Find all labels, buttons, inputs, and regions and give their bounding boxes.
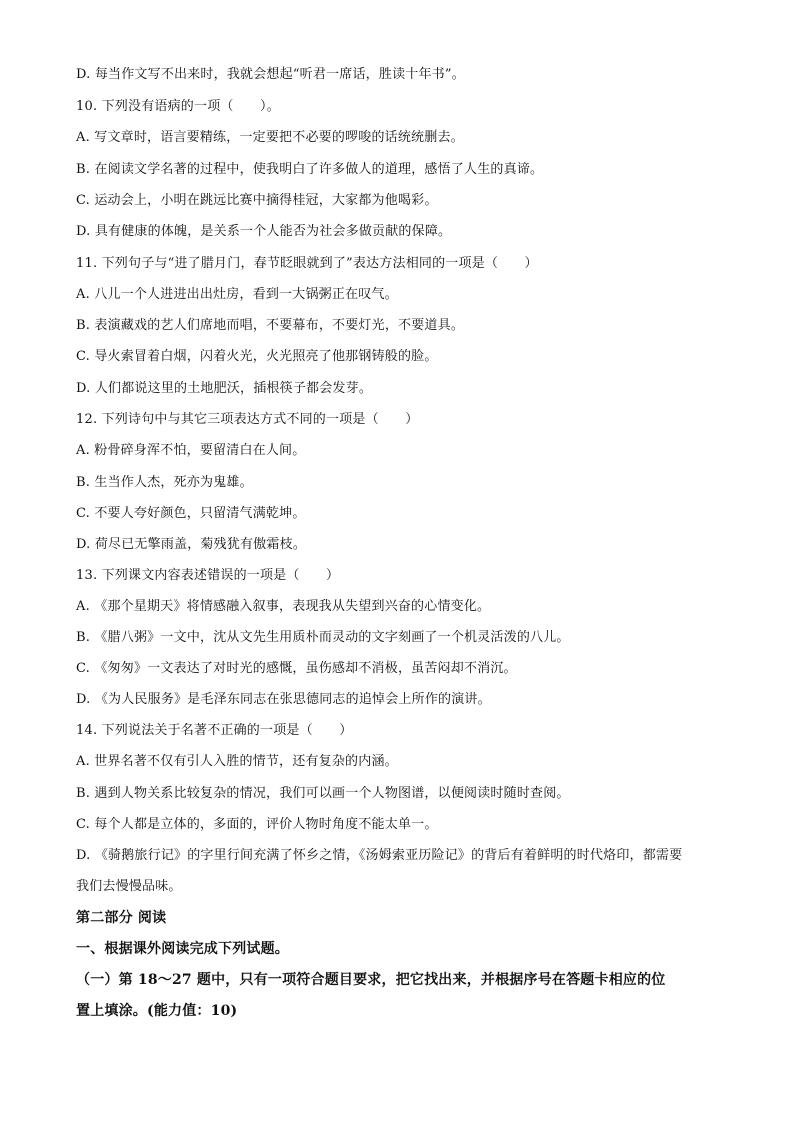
q13-option-d: D. 《为人民服务》是毛泽东同志在张思德同志的追悼会上所作的演讲。 xyxy=(76,692,491,707)
q10-stem: 10. 下列没有语病的一项（ ）。 xyxy=(76,99,280,114)
section-one-instructions-continued: 置上填涂。(能力值：10) xyxy=(76,1003,238,1019)
q10-option-d: D. 具有健康的体魄，是关系一个人能否为社会多做贡献的保障。 xyxy=(76,224,452,239)
part-two-heading: 第二部分 阅读 xyxy=(76,910,167,926)
section-one-instructions: （一）第 18～27 题中，只有一项符合题目要求，把它找出来，并根据序号在答题卡相应的位 xyxy=(76,972,666,988)
q10-option-b: B. 在阅读文学名著的过程中，使我明白了许多做人的道理，感悟了人生的真谛。 xyxy=(76,162,544,177)
q14-option-b: B. 遇到人物关系比较复杂的情况，我们可以画一个人物图谱，以便阅读时随时查阅。 xyxy=(76,786,570,801)
q9-option-d: D. 每当作文写不出来时，我就会想起“听君一席话，胜读十年书”。 xyxy=(76,67,465,82)
q11-stem: 11. 下列句子与“进了腊月门，春节眨眼就到了”表达方法相同的一项是（ ） xyxy=(76,256,538,271)
q12-option-b: B. 生当作人杰，死亦为鬼雄。 xyxy=(76,475,253,490)
q13-option-a: A. 《那个星期天》将情感融入叙事，表现我从失望到兴奋的心情变化。 xyxy=(76,599,491,614)
q14-option-c: C. 每个人都是立体的，多面的，评价人物时角度不能太单一。 xyxy=(76,817,438,832)
q12-stem: 12. 下列诗句中与其它三项表达方式不同的一项是（ ） xyxy=(76,412,419,427)
q13-option-b: B. 《腊八粥》一文中，沈从文先生用质朴而灵动的文字刻画了一个机灵活泼的八儿。 xyxy=(76,630,570,645)
q13-option-c: C. 《匆匆》一文表达了对时光的感慨，虽伤感却不消极，虽苦闷却不消沉。 xyxy=(76,661,517,676)
q10-option-a: A. 写文章时，语言要精练，一定要把不必要的啰唆的话统统删去。 xyxy=(76,130,464,145)
q14-option-d: D. 《骑鹅旅行记》的字里行间充满了怀乡之情，《汤姆索亚历险记》的背后有着鲜明的时代烙印，都需要 xyxy=(76,848,683,863)
q13-stem: 13. 下列课文内容表述错误的一项是（ ） xyxy=(76,568,340,583)
q14-stem: 14. 下列说法关于名著不正确的一项是（ ） xyxy=(76,723,353,738)
q12-option-c: C. 不要人夸好颜色，只留清气满乾坤。 xyxy=(76,506,306,521)
q11-option-d: D. 人们都说这里的土地肥沃，插根筷子都会发芽。 xyxy=(76,381,373,396)
q11-option-b: B. 表演藏戏的艺人们席地而唱，不要幕布，不要灯光，不要道具。 xyxy=(76,318,465,333)
q14-option-d-continued: 我们去慢慢品味。 xyxy=(76,879,182,894)
section-one-heading: 一、根据课外阅读完成下列试题。 xyxy=(76,941,289,957)
q14-option-a: A. 世界名著不仅有引人入胜的情节，还有复杂的内涵。 xyxy=(76,754,398,769)
q12-option-a: A. 粉骨碎身浑不怕，要留清白在人间。 xyxy=(76,443,306,458)
q10-option-c: C. 运动会上，小明在跳远比赛中摘得桂冠，大家都为他喝彩。 xyxy=(76,193,438,208)
q11-option-a: A. 八儿一个人进进出出灶房，看到一大锅粥正在叹气。 xyxy=(76,287,398,302)
q12-option-d: D. 荷尽已无擎雨盖，菊残犹有傲霜枝。 xyxy=(76,537,307,552)
q11-option-c: C. 导火索冒着白烟，闪着火光，火光照亮了他那钢铸般的脸。 xyxy=(76,349,438,364)
